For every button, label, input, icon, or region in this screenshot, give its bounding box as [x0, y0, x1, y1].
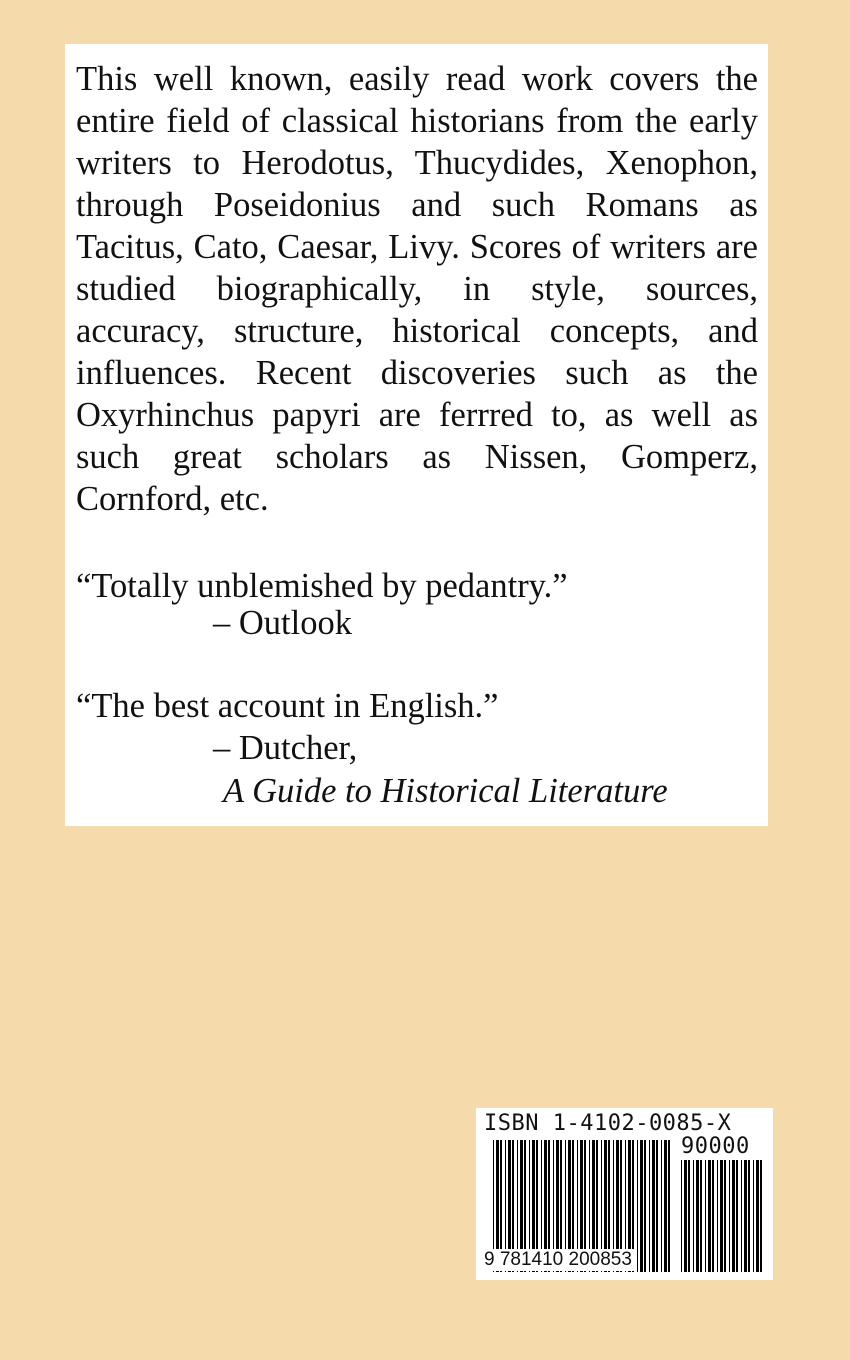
barcode-bar: [753, 1160, 754, 1272]
barcode-bar: [688, 1160, 690, 1272]
review-source-title: A Guide to Historical Literature: [223, 772, 668, 810]
barcode-bar: [736, 1160, 738, 1272]
review-attribution-2: – Dutcher,: [213, 729, 358, 767]
barcode-bar: [696, 1160, 699, 1272]
isbn-label: ISBN 1-4102-0085-X: [484, 1111, 732, 1136]
barcode-bar: [741, 1160, 742, 1272]
barcode-bar: [748, 1160, 750, 1272]
barcode-bar: [760, 1160, 762, 1272]
barcode-bar: [712, 1160, 714, 1272]
barcode-bar: [637, 1140, 638, 1272]
barcode-bar: [640, 1140, 643, 1272]
barcode-bar: [664, 1140, 667, 1272]
ean-digits: 9 781410 200853: [484, 1249, 632, 1270]
barcode-bar: [708, 1160, 711, 1272]
barcode-bar: [705, 1160, 706, 1272]
book-description: This well known, easily read work covers the entire field of classical historians from the early writers to Herodotus, Thucydides, Xenophon, through Poseidonius and such Romans as Tacitus, Cato, Caesar, Livy. Scores of writers are studied biographically, in style, sources, accuracy, structure, historical concepts, and influences. Recent discoveries such as the Oxyrhinchus papyri are ferrred to, as well as such great scholars as Nissen, Gomperz, Cornford, etc.: [76, 60, 758, 518]
barcode-bar: [729, 1160, 730, 1272]
review-quote-2: “The best account in English.”: [76, 687, 499, 725]
blurb-panel: [65, 44, 768, 826]
barcode-bar: [649, 1140, 650, 1272]
barcode-bar: [681, 1160, 682, 1272]
barcode-bar: [656, 1140, 658, 1272]
barcode-bar: [756, 1160, 759, 1272]
barcode-bar: [661, 1140, 662, 1272]
barcode-bar: [732, 1160, 735, 1272]
barcode-bar: [652, 1140, 655, 1272]
barcode-bar: [644, 1140, 646, 1272]
review-attribution-1: – Outlook: [213, 604, 352, 642]
review-quote-1: “Totally unblemished by pedantry.”: [76, 567, 568, 605]
price-code: 90000: [681, 1134, 750, 1159]
barcode-bar: [700, 1160, 702, 1272]
barcode-bar: [720, 1160, 723, 1272]
barcode-bar: [744, 1160, 747, 1272]
barcode-bar: [668, 1140, 670, 1272]
barcode-bar: [684, 1160, 687, 1272]
barcode-bar: [693, 1160, 694, 1272]
isbn-barcode: [476, 1108, 773, 1280]
barcode-bar: [717, 1160, 718, 1272]
barcode-bar: [724, 1160, 726, 1272]
